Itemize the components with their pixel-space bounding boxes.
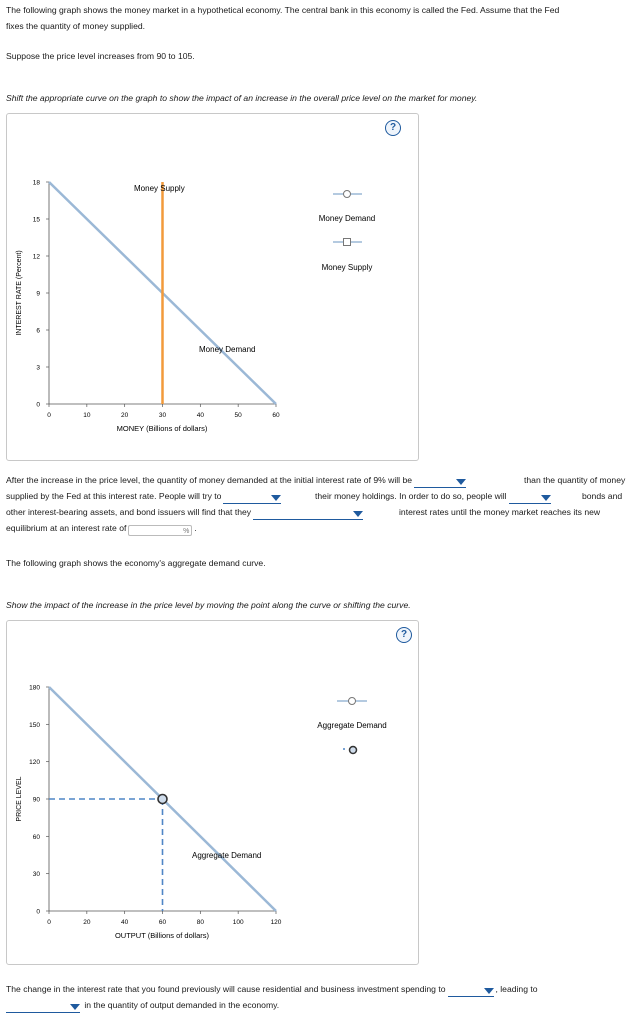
legend-money-demand[interactable] [319,191,375,224]
fill1-text: interest rates until the money market reaches its new [399,507,601,517]
help-icon[interactable]: ? [396,627,412,643]
chevron-down-icon [456,479,466,485]
investment-direction-dropdown[interactable] [448,985,494,997]
y-tick-label: 120 [29,759,40,767]
intro-line-2: fixes the quantity of money supplied. [6,21,146,31]
fill1-text: other interest-bearing assets, and bond issuers will find that they [6,507,252,517]
y-tick-label: 150 [29,721,40,729]
legend-label: Aggregate Demand [317,721,387,730]
y-tick-label: 30 [32,871,40,879]
y-tick-label: 12 [32,253,40,261]
money-demand-label: Money Demand [199,345,256,354]
fill1-text: their money holdings. In order to do so, people will [315,491,507,501]
y-tick-label: 180 [29,684,40,692]
aggregate-demand-panel [6,620,419,965]
fill1-line-2b [315,489,553,504]
percent-unit: % [183,528,190,535]
fill2-text: The change in the interest rate that you found previously will cause residential and business investment spending to [6,984,446,994]
x-tick-label: 20 [121,412,129,419]
y-tick-label: 60 [32,833,40,841]
ad-x-axis-label: OUTPUT (Billions of dollars) [114,931,210,940]
y-tick-label: 15 [32,216,40,224]
x-tick-label: 0 [47,412,51,419]
money-holdings-dropdown[interactable] [223,492,281,504]
x-tick-label: 40 [121,919,129,926]
ad-intro: The following graph shows the economy's aggregate demand curve. [6,558,266,568]
fill1-line-3 [6,505,365,520]
circle-handle-icon [349,698,356,705]
legend-label: Money Demand [318,214,376,223]
fill1-line-4 [6,521,197,536]
instruction-shift-curve: Shift the appropriate curve on the graph to show the impact of an increase in the overall price level on the market for money. [6,93,478,103]
x-tick-label: 20 [83,919,91,926]
fill1-line-1 [6,473,468,488]
fill1-text: than the quantity of money [524,475,626,485]
money-market-graph [7,114,418,460]
ad-y-axis-label: PRICE LEVEL [16,776,23,822]
y-tick-label: 18 [32,179,40,187]
bonds-action-dropdown[interactable] [509,492,551,504]
x-tick-label: 60 [272,412,280,419]
money-y-axis-label: INTEREST RATE (Percent) [16,250,23,336]
quantity-comparison-dropdown[interactable] [414,476,466,488]
x-tick-label: 0 [47,919,51,926]
x-tick-label: 60 [158,919,167,926]
money-supply-label: Money Supply [134,184,185,193]
legend-label: Money Supply [321,263,373,272]
legend-money-supply[interactable] [322,239,373,273]
point-icon [350,747,357,754]
x-tick-label: 40 [196,412,204,419]
x-tick-label: 30 [158,412,167,419]
chevron-down-icon [353,511,363,517]
legend-aggregate-demand[interactable] [317,698,386,731]
legend-point[interactable] [343,747,357,754]
fill2-line-1 [6,982,538,997]
circle-handle-icon [344,191,351,198]
chevron-down-icon [484,988,494,994]
x-tick-label: 80 [196,919,204,926]
equilibrium-point[interactable] [158,795,167,804]
money-market-panel [6,113,419,461]
x-tick-label: 10 [83,412,91,419]
chevron-down-icon [70,1004,80,1010]
y-tick-label: 90 [32,796,40,804]
fill2-line-2 [6,998,279,1013]
y-tick-label: 9 [36,290,40,298]
x-tick-label: 100 [232,919,244,926]
fill1-text: supplied by the Fed at this interest rate. People will try to [6,491,222,501]
help-icon[interactable]: ? [385,120,401,136]
y-tick-label: 0 [36,908,40,916]
fill2-text: in the quantity of output demanded in the economy. [84,1000,280,1010]
fill1-line-2 [6,489,283,504]
y-tick-label: 0 [36,401,40,409]
fill1-text: equilibrium at an interest rate of [6,523,127,533]
fill1-text: After the increase in the price level, the quantity of money demanded at the initial interest rate of 9% will be [6,475,413,485]
fill1-text: . [194,523,197,533]
chevron-down-icon [541,495,551,501]
y-tick-label: 6 [36,327,40,335]
aggregate-demand-graph [7,621,418,964]
interest-rate-direction-dropdown[interactable] [253,508,363,520]
instruction-move-point: Show the impact of the increase in the price level by moving the point along the curve or shifting the curve. [6,600,411,610]
new-interest-rate-input[interactable] [128,525,192,536]
fill2-text: , leading to [495,984,538,994]
chevron-down-icon [271,495,281,501]
money-x-axis-label: MONEY (Billions of dollars) [116,424,208,433]
intro-line-1: The following graph shows the money market in a hypothetical economy. The central bank in this economy is called the Fed. Assume that the Fed [6,5,560,15]
price-level-statement: Suppose the price level increases from 90 to 105. [6,51,195,61]
fill1-text: bonds and [582,491,623,501]
x-tick-label: 50 [234,412,242,419]
square-handle-icon [344,239,351,246]
x-tick-label: 120 [270,919,282,926]
output-change-dropdown[interactable] [6,1001,80,1013]
aggregate-demand-label: Aggregate Demand [192,851,262,860]
y-tick-label: 3 [36,364,40,372]
